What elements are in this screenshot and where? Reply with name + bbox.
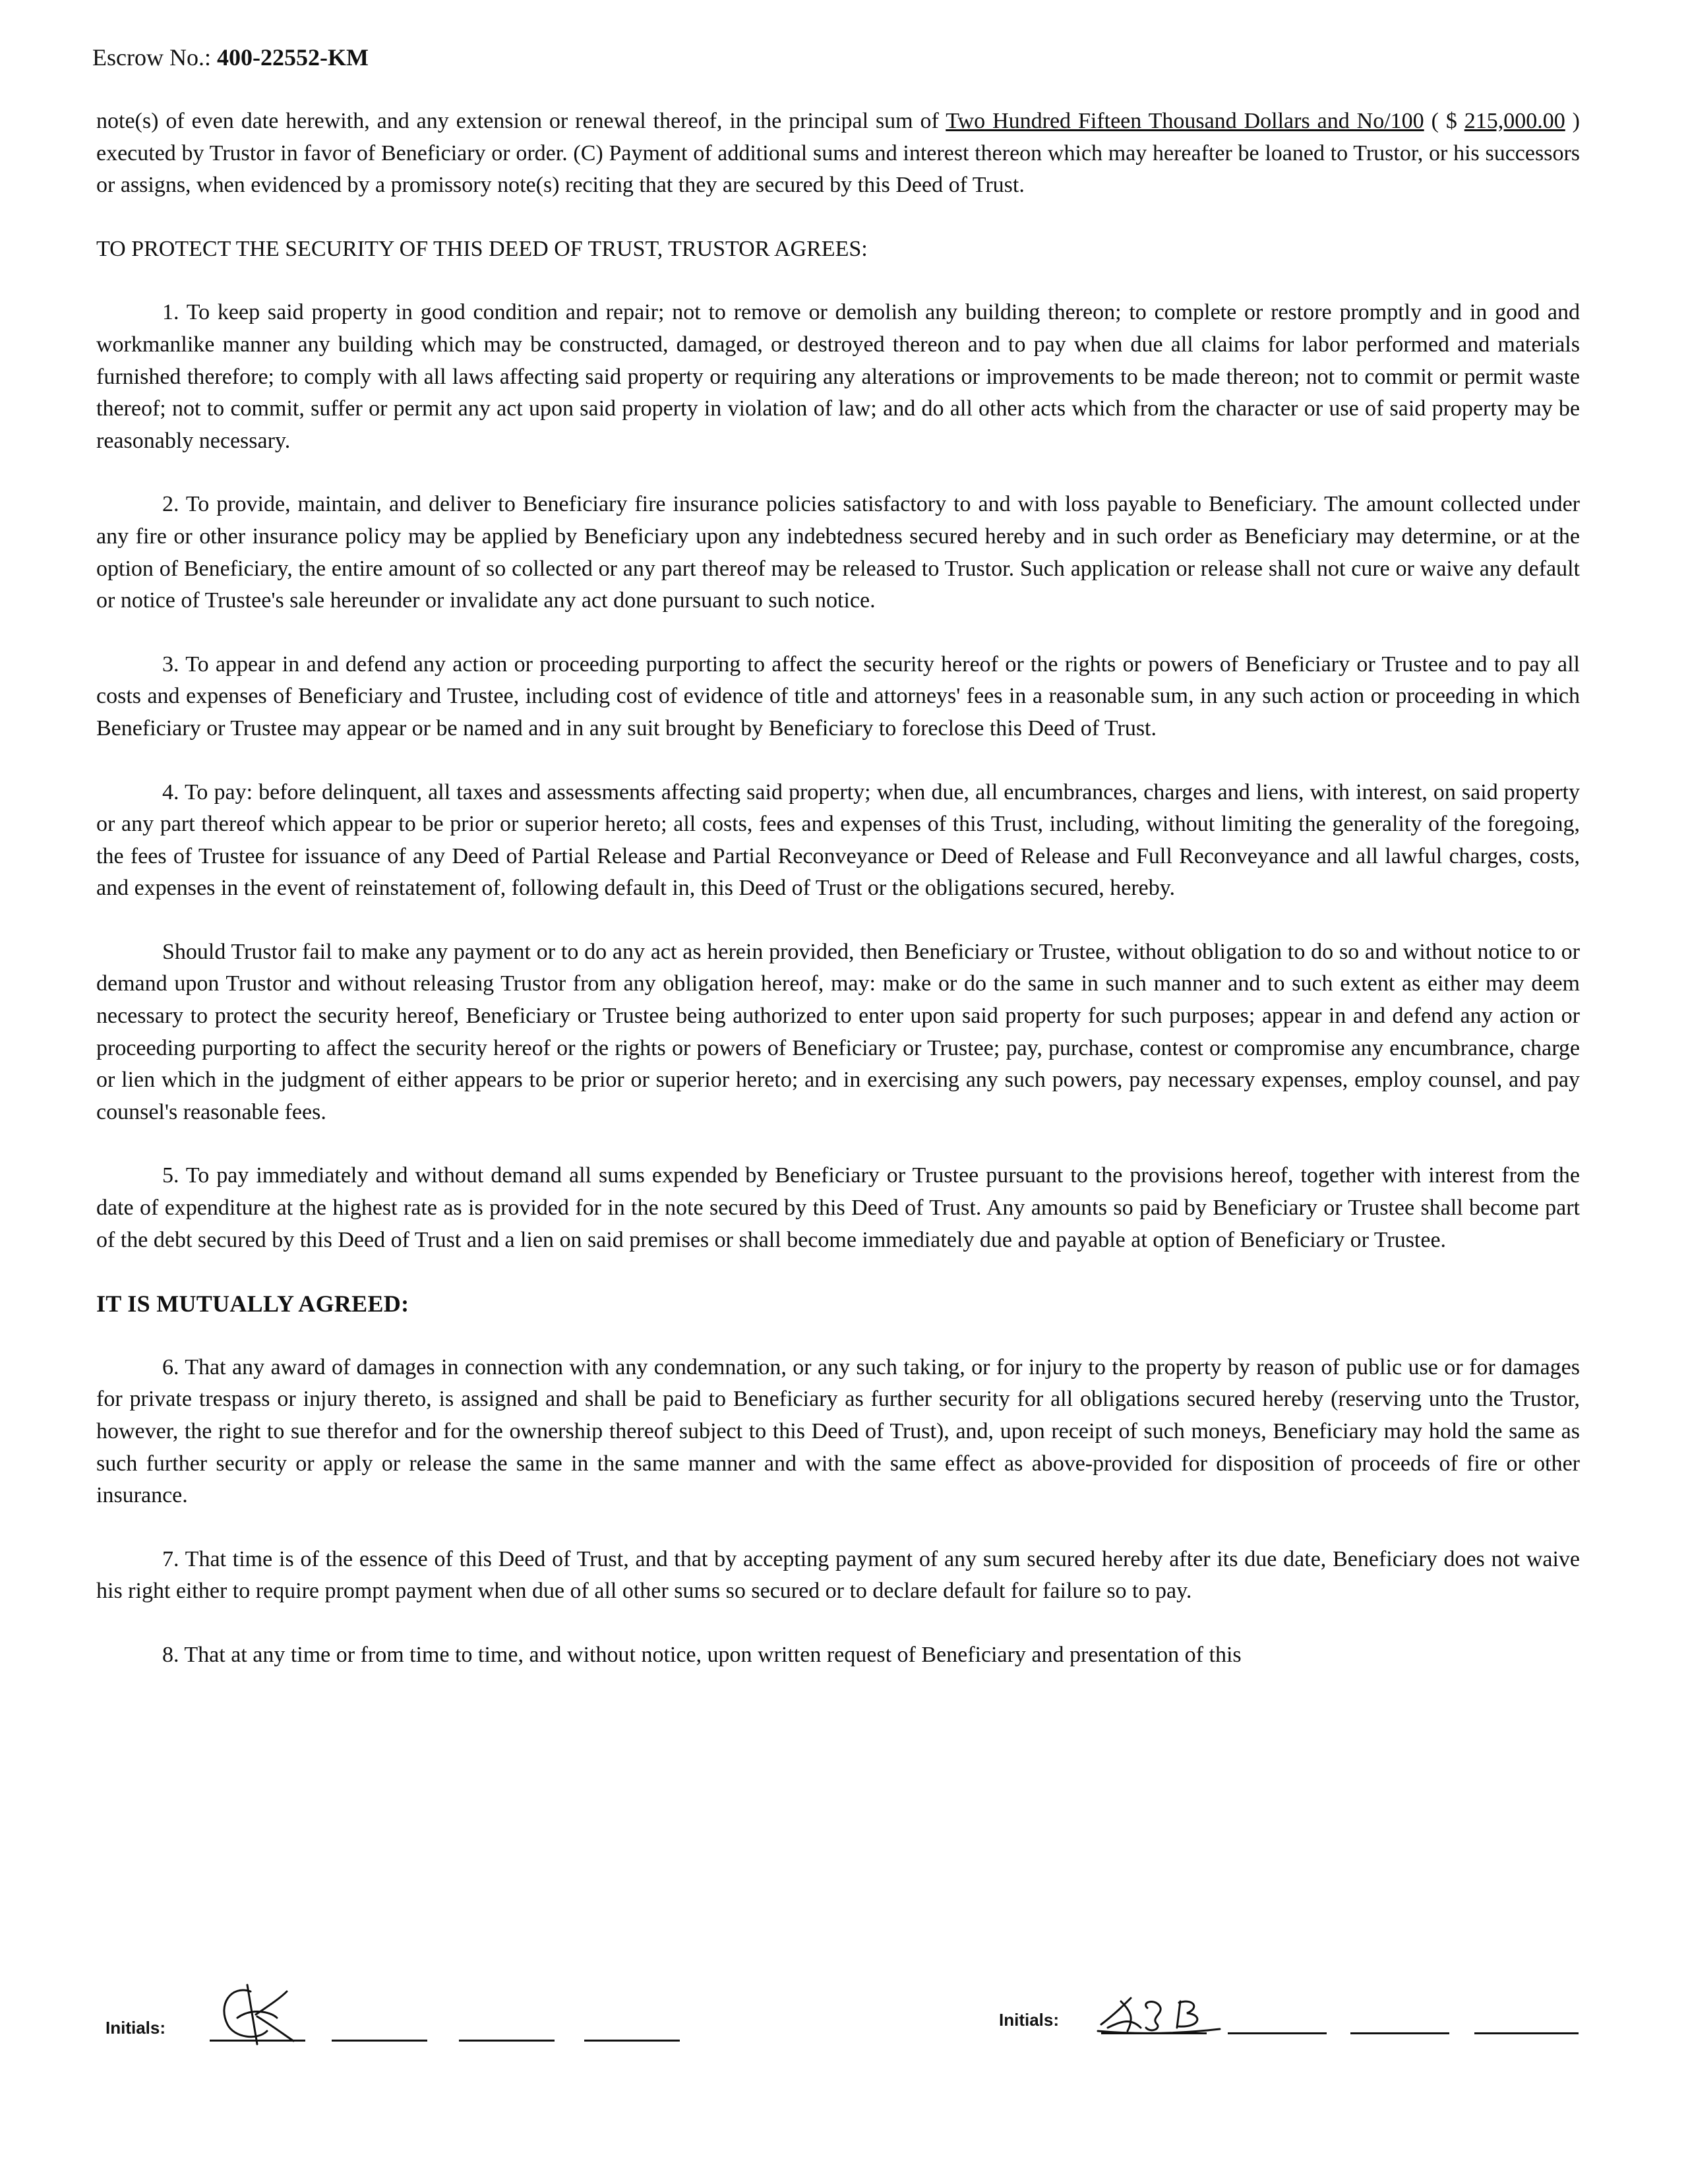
deed-body xyxy=(96,106,1580,1672)
intro-text-2: ( $ xyxy=(1424,109,1464,133)
intro-paragraph xyxy=(96,106,1580,202)
initials-signature-right xyxy=(1095,1988,1226,2041)
intro-text-3: ) executed by Trustor in favor of Beneficiary or order. (C) Payment of additional sums and interest thereon which may hereafter be loaned to Trustor, or his successors or assigns, when evidenced by a promissory note(s) reciting that they are secured by this Deed of Trust. xyxy=(96,109,1580,198)
clause-8: 8. That at any time or from time to time, and without notice, upon written request of Beneficiary and presentation of this xyxy=(162,1642,1242,1667)
clause-3: 3. To appear in and defend any action or proceeding purporting to affect the security hereof or the rights or powers of Beneficiary or Trustee and to pay all costs and expenses of Beneficiary and Trustee, including cost of evidence of title and attorneys' fees in a reasonable sum, in any such action or proceeding in which Beneficiary or Trustee may appear or be named and in any suit brought by Beneficiary to foreclose this Deed of Trust. xyxy=(96,652,1580,741)
initials-line-left-4 xyxy=(584,2040,680,2042)
escrow-label: Escrow No.: xyxy=(92,44,211,71)
escrow-header xyxy=(92,44,369,71)
clause-6: 6. That any award of damages in connection with any condemnation, or any such taking, or for injury to the property by reason of public use or for damages for private trespass or injury thereto, is assigned and shall be paid to Beneficiary as further security for all obligations secured hereby (reserving unto the Trustor, however, the right to sue therefor and for the ownership thereof subject to this Deed of Trust), and, upon receipt of such moneys, Beneficiary may hold the same as such further security or apply or release the same in the same manner and with the same effect as above-provided for disposition of proceeds of fire or other insurance. xyxy=(96,1354,1580,1508)
initials-row xyxy=(0,1978,1688,2057)
clause-4: 4. To pay: before delinquent, all taxes and assessments affecting said property; when due, all encumbrances, charges and liens, with interest, on said property or any part thereof which appear to be prior or superior hereto; all costs, fees and expenses of this Trust, including, without limiting the generality of the foregoing, the fees of Trustee for issuance of any Deed of Partial Release and Partial Reconveyance or Deed of Release and Full Reconveyance and all lawful charges, costs, and expenses in the event of reinstatement of, following default in, this Deed of Trust or the obligations secured, hereby. xyxy=(96,779,1580,901)
mutually-agreed-heading: IT IS MUTUALLY AGREED: xyxy=(96,1290,409,1318)
intro-text-1: note(s) of even date herewith, and any extension or renewal thereof, in the principal sum of xyxy=(96,109,946,133)
clause-1: 1. To keep said property in good condition and repair; not to remove or demolish any building thereon; to complete or restore promptly and in good and workmanlike manner any building which may be constructed, damaged, or destroyed thereon and to pay when due all claims for labor performed and materials furnished therefore; to comply with all laws affecting said property or requiring any alterations or improvements to be made thereon; not to commit or permit waste thereof; not to commit, suffer or permit any act upon said property in violation of law; and do all other acts which from the character or use of said property may be reasonably necessary. xyxy=(96,300,1580,453)
initials-line-left-2 xyxy=(332,2040,427,2042)
clause-2: 2. To provide, maintain, and deliver to Beneficiary fire insurance policies satisfactory to and with loss payable to Beneficiary. The amount collected under any fire or other insurance policy may be applied by Beneficiary upon any indebtedness secured hereby and in such order as Beneficiary may determine, or at the option of Beneficiary, the entire amount of so collected or any part thereof may be released to Trustor. Such application or release shall not cure or waive any default or notice of Trustee's sale hereunder or invalidate any act done pursuant to such notice. xyxy=(96,492,1580,613)
initials-label-left: Initials: xyxy=(106,2018,166,2038)
clause-should-trustor-fail: Should Trustor fail to make any payment or to do any act as herein provided, then Beneficiary or Trustee, without obligation to do so and without notice to or demand upon Trustor and without releasing Trustor from any obligation hereof, may: make or do the same in such manner and to such extent as either may deem necessary to protect the security hereof, Beneficiary or Trustee being authorized to enter upon said property for such purposes; appear in and defend any action or proceeding purporting to affect the security hereof or the rights or powers of Beneficiary or Trustee; pay, purchase, contest or compromise any encumbrance, charge or lien which in the judgment of either appears to be prior or superior hereto; and in exercising any such powers, pay necessary expenses, employ counsel, and pay counsel's reasonable fees. xyxy=(96,939,1580,1124)
initials-signature-left xyxy=(211,1978,310,2051)
initials-line-left-3 xyxy=(459,2040,555,2042)
initials-line-right-4 xyxy=(1474,2032,1579,2034)
initials-line-right-2 xyxy=(1228,2032,1327,2034)
principal-amount-words: Two Hundred Fifteen Thousand Dollars and No/100 xyxy=(946,109,1424,133)
trustor-agrees-heading: TO PROTECT THE SECURITY OF THIS DEED OF TRUST, TRUSTOR AGREES: xyxy=(96,236,868,261)
clause-7: 7. That time is of the essence of this Deed of Trust, and that by accepting payment of any sum secured hereby after its due date, Beneficiary does not waive his right either to require prompt payment when due of all other sums so secured or to declare default for failure so to pay. xyxy=(96,1546,1580,1604)
initials-label-right: Initials: xyxy=(999,2010,1060,2030)
escrow-number: 400-22552-KM xyxy=(216,44,369,71)
clause-5: 5. To pay immediately and without demand all sums expended by Beneficiary or Trustee pursuant to the provisions hereof, together with interest from the date of expenditure at the highest rate as is provided for in the note secured by this Deed of Trust. Any amounts so paid by Beneficiary or Trustee shall become part of the debt secured by this Deed of Trust and a lien on said premises or shall become immediately due and payable at option of Beneficiary or Trustee. xyxy=(96,1163,1580,1252)
principal-amount-figure: 215,000.00 xyxy=(1464,109,1565,133)
initials-line-right-3 xyxy=(1350,2032,1449,2034)
